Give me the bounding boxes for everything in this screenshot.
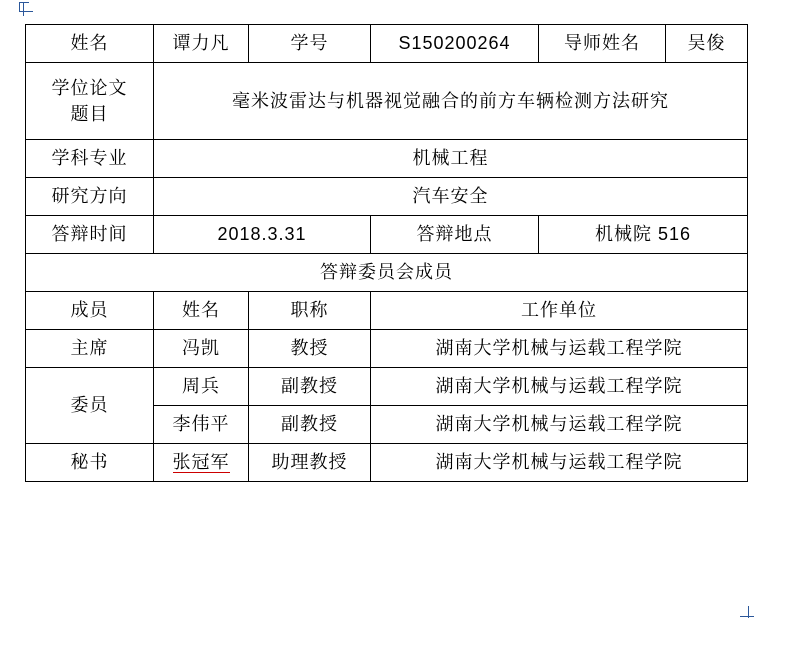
committee-role-secretary: 秘书 — [26, 444, 154, 482]
column-header-member: 成员 — [26, 292, 154, 330]
committee-unit-member-1: 湖南大学机械与运载工程学院 — [371, 368, 748, 406]
committee-name-chair: 冯凯 — [154, 330, 249, 368]
committee-name-secretary-text: 张冠军 — [172, 452, 230, 473]
table-row — [26, 444, 748, 482]
label-advisor: 导师姓名 — [539, 25, 666, 63]
value-defense-place: 机械院 516 — [539, 216, 748, 254]
table-row-committee-header — [26, 292, 748, 330]
committee-name-secretary — [154, 444, 249, 482]
committee-unit-chair: 湖南大学机械与运载工程学院 — [371, 330, 748, 368]
label-name: 姓名 — [26, 25, 154, 63]
label-thesis-title-line1: 学位论文 — [51, 77, 128, 98]
committee-title-member-2: 副教授 — [249, 406, 371, 444]
table-row-basic-info — [26, 25, 748, 63]
table-row-committee-title — [26, 254, 748, 292]
committee-title-member-1: 副教授 — [249, 368, 371, 406]
value-defense-time: 2018.3.31 — [154, 216, 371, 254]
label-defense-place: 答辩地点 — [371, 216, 539, 254]
committee-title-secretary: 助理教授 — [249, 444, 371, 482]
column-header-work-unit: 工作单位 — [371, 292, 748, 330]
label-thesis-title-line2: 题目 — [70, 104, 109, 124]
table-row-thesis-title — [26, 63, 748, 140]
committee-role-chair: 主席 — [26, 330, 154, 368]
committee-unit-secretary: 湖南大学机械与运载工程学院 — [371, 444, 748, 482]
table-row — [26, 330, 748, 368]
page-corner-line-horizontal — [19, 11, 33, 12]
table-row — [26, 368, 748, 406]
committee-section-title: 答辩委员会成员 — [26, 254, 748, 292]
label-defense-time: 答辩时间 — [26, 216, 154, 254]
committee-name-member-1: 周兵 — [154, 368, 249, 406]
page-corner-line-vertical — [23, 2, 24, 16]
column-header-title: 职称 — [249, 292, 371, 330]
page-corner-line-horizontal-bottom — [740, 616, 754, 617]
committee-role-member: 委员 — [26, 368, 154, 444]
committee-unit-member-2: 湖南大学机械与运载工程学院 — [371, 406, 748, 444]
value-name: 谭力凡 — [154, 25, 249, 63]
value-thesis-title: 毫米波雷达与机器视觉融合的前方车辆检测方法研究 — [154, 63, 748, 140]
label-major: 学科专业 — [26, 140, 154, 178]
value-advisor: 吴俊 — [666, 25, 748, 63]
label-thesis-title — [26, 63, 154, 140]
table-row-direction — [26, 178, 748, 216]
committee-title-chair: 教授 — [249, 330, 371, 368]
label-direction: 研究方向 — [26, 178, 154, 216]
defense-info-table — [25, 24, 748, 482]
table-row-major — [26, 140, 748, 178]
committee-name-member-2: 李伟平 — [154, 406, 249, 444]
label-student-id: 学号 — [249, 25, 371, 63]
table-row-defense-time-place — [26, 216, 748, 254]
value-student-id: S150200264 — [371, 25, 539, 63]
column-header-name: 姓名 — [154, 292, 249, 330]
value-direction: 汽车安全 — [154, 178, 748, 216]
value-major: 机械工程 — [154, 140, 748, 178]
